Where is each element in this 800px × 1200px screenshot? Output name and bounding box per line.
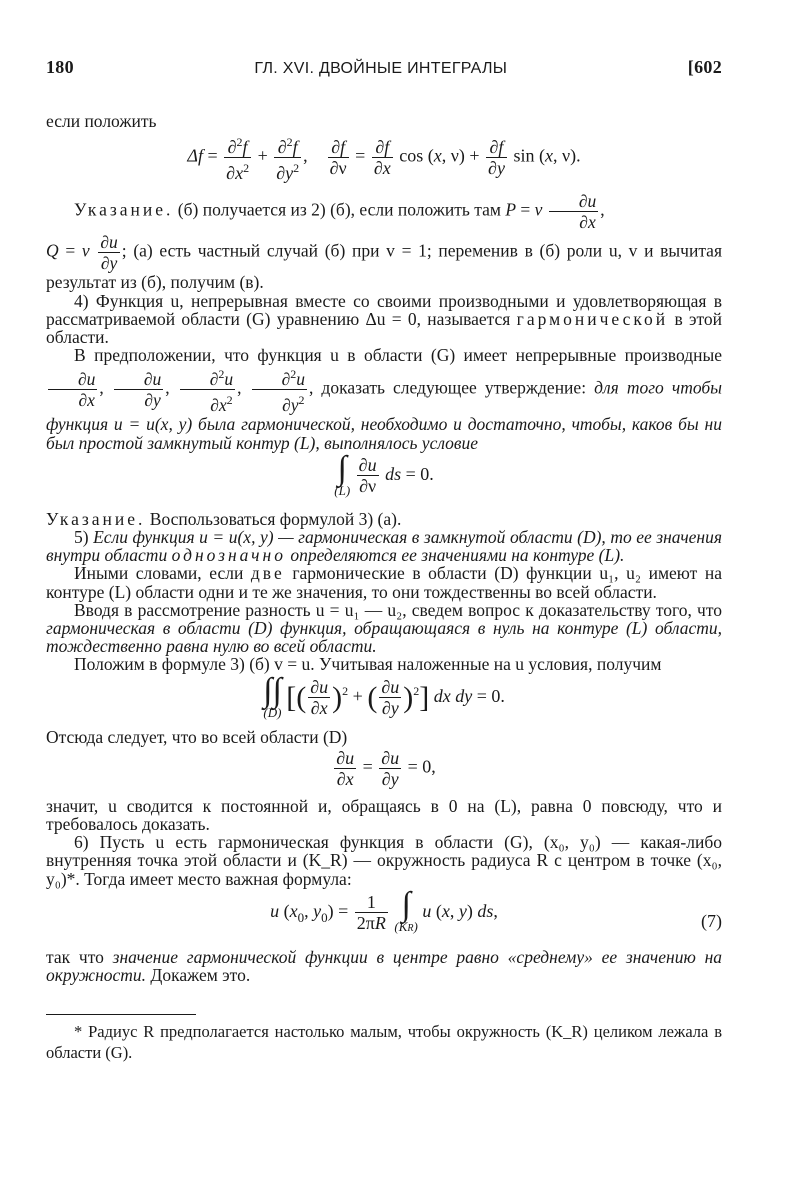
paragraph-5: 5) Если функция u = u(x, y) — гармоническая в замкнутой области (D), то ее значения внутри области однозначно определяются ее значениями на контуре (L). xyxy=(46,527,723,566)
formula-contour-integral: ∫ (L) $\frac{\partial u}{\partial\nu}$ ds = 0. xyxy=(334,449,434,498)
hint-label: Указание. xyxy=(74,199,174,220)
paragraph-11: 6) Пусть u есть гармоническая функция в области (G), (x₀, y₀) — какая-либо внутренняя точка этой области и (K_R) — окружность радиуса R с центром в точке (x₀, y₀)*. Тогда имеет место важная формула: xyxy=(46,832,722,889)
hint-2: Указание. Воспользоваться формулой 3) (а). xyxy=(46,508,402,529)
paragraph-8: Положим в формуле 3) (б) v = u. Учитывая наложенные на u условия, получим xyxy=(74,654,662,675)
equation-number: (7) xyxy=(701,910,722,931)
formula-mean-value: u ($x_0$, $y_0$) = $\frac{1}{2\pi R}$ ∫ (KR) u (x, y) ds, (7) xyxy=(270,885,722,934)
chapter-title: ГЛ. XVI. ДВОЙНЫЕ ИНТЕГРАЛЫ xyxy=(254,60,508,77)
page-number: 180 xyxy=(46,57,74,77)
hint-paragraph: Указание. (б) получается из 2) (б), если положить там P = v $\frac{\partial u}{\partial x}$ , xyxy=(74,191,605,233)
formula-double-integral: ∫∫ (D) [( $\frac{\partial u}{\partial x}$ )$^2$ + ( $\frac{\partial u}{\partial y}$ )$^2$] dx dy = 0. xyxy=(263,671,505,720)
theorem-statement: для того чтобы функция u = u(x, y) была гармонической, необходимо и достаточно, чтобы, каков бы ни был простой замкнутый контур (L), выполнялось условие xyxy=(46,377,723,453)
paragraph-1: если положить xyxy=(46,111,157,132)
paragraph-assumption: В предположении, что функция u в области (G) имеет непрерывные производные $\frac{\partial u}{\partial x}$ , $\frac{\partial u}{\partial y}$ , $\frac{\partial^2u}{\partial x^2}$ , $\frac{\partial^2u}{\partial y^2}$ , доказать следующее утверждение: для того чтобы функция u = u(x, y) была гармонической, необходимо и достаточно, чтобы, каков бы ни был простой замкнутый контур (L), выполнялось условие xyxy=(46,345,723,453)
section-number: [602 xyxy=(687,57,722,77)
paragraph-10: значит, u сводится к постоянной и, обращаясь в 0 на (L), равна 0 повсюду, что и требовалось доказать. xyxy=(46,795,722,835)
footnote-rule xyxy=(46,1014,196,1015)
term-harmonic: гармонической xyxy=(516,308,669,329)
formula-zero-derivatives: $\frac{\partial u}{\partial x}$ = $\frac{\partial u}{\partial y}$ = 0, xyxy=(336,747,436,789)
paragraph-6: Иными словами, если две гармонические в области (D) функции u₁, u₂ имеют на контуре (L) области одни и те же значения, то они тождественны во всей области. xyxy=(46,563,723,602)
running-head xyxy=(46,58,722,78)
hint-text-b: ; (а) есть частный случай (б) при v = 1; переменив в (б) роли u, v и вычитая результат из (б), получим (в). xyxy=(46,240,723,293)
formula-laplacian: Δf = $\frac{\partial^2f}{\partial x^2}$ + $\frac{\partial^2f}{\partial y^2}$ , $\frac{\partial f}{\partial\nu}$ = $\frac{\partial f}{\partial x}$ cos (x, ν) + $\frac{\partial f}{\partial y}$ sin (x, ν). xyxy=(46,132,722,183)
paragraph-4: 4) Функция u, непрерывная вместе со своими производными и удовлетворяющая в рассматриваемой области (G) уравнению Δu = 0, называется гармонической в этой области. xyxy=(46,290,723,348)
hint-text-a: (б) получается из 2) (б), если положить там xyxy=(177,199,501,220)
paragraph-9: Отсюда следует, что во всей области (D) xyxy=(46,726,348,747)
hint-paragraph-cont: Q = v $\frac{\partial u}{\partial y}$ ; (а) есть частный случай (б) при v = 1; переменив в (б) роли u, v и вычитая результат из (б), получим (в). xyxy=(46,232,723,293)
footnote: * Радиус R предполагается настолько малым, чтобы окружность (K_R) целиком лежала в области (G). xyxy=(46,1022,722,1063)
paragraph-7: Вводя в рассмотрение разность u = u₁ — u₂, сведем вопрос к доказательству того, что гармоническая в области (D) функция, обращающаяся в нуль на контуре (L) области, тождественно равна нулю во всей области. xyxy=(46,599,722,657)
paragraph-12: так что значение гармонической функции в центре равно «среднему» ее значению на окружности. Докажем это. xyxy=(46,946,723,986)
